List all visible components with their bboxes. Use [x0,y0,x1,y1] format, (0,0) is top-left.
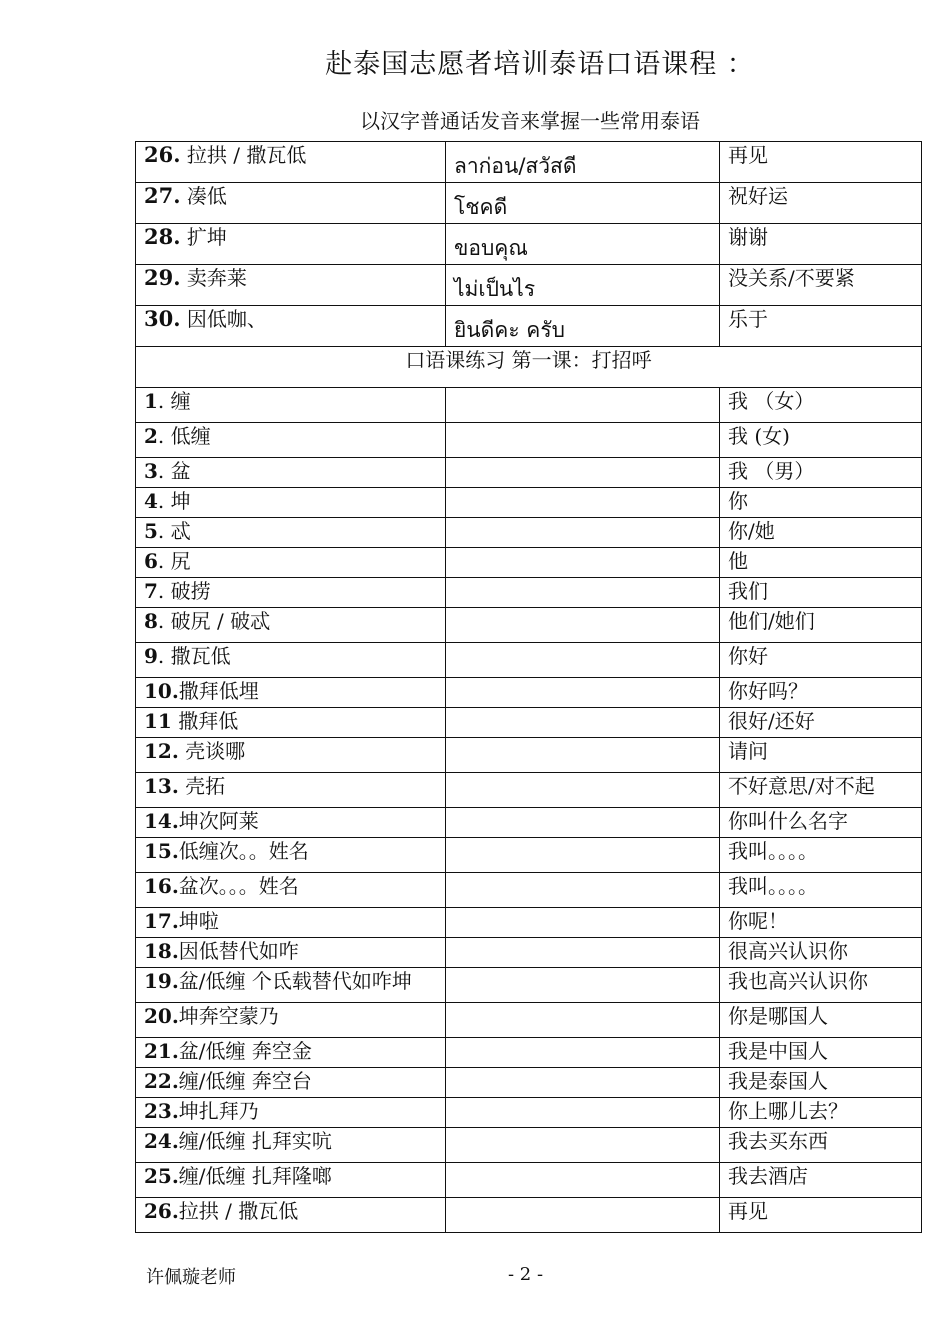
pronunciation-cell [136,1038,446,1068]
meaning-text: 你好 [720,643,922,678]
pronunciation-cell [136,1163,446,1198]
table-row [136,578,922,608]
footer-teacher: 许佩璇老师 [146,1267,236,1288]
meaning-text: 你是哪国人 [720,1003,922,1038]
row-number: 9 [144,644,158,668]
table-row [136,678,922,708]
meaning-text: 很高兴认识你 [720,938,922,968]
pronunciation-cell [136,1003,446,1038]
pronunciation-cell [136,708,446,738]
page-subtitle: 以汉字普通话发音来掌握一些常用泰语 [360,109,700,133]
table-row [136,306,922,347]
row-number: 12. [144,739,179,763]
table-row [136,1163,922,1198]
row-number: 29. [144,265,181,290]
page-title: 赴泰国志愿者培训泰语口语课程 ： [325,49,755,80]
table-row [136,142,922,183]
pronunciation-cell [136,643,446,678]
pronunciation-cell [136,578,446,608]
meaning-text: 他们/她们 [720,608,922,643]
meaning-text: 再见 [720,142,922,183]
pronunciation-cell [136,265,446,306]
table-row [136,1128,922,1163]
row-number: 23. [144,1099,179,1123]
row-number: 21. [144,1039,179,1063]
table-row [136,738,922,773]
table-row [136,183,922,224]
page-number: - 2 - [508,1264,544,1285]
table-row [136,265,922,306]
meaning-text: 我是中国人 [720,1038,922,1068]
row-number: 13. [144,774,179,798]
row-number: 20. [144,1004,179,1028]
row-number: 4 [144,489,158,513]
pronunciation-cell [136,738,446,773]
meaning-text: 没关系/不要紧 [720,265,922,306]
pronunciation-cell [136,142,446,183]
row-number: 2 [144,424,158,448]
thai-text-empty [446,873,720,908]
thai-text-empty [446,643,720,678]
meaning-text: 你呢！ [720,908,922,938]
table-row [136,388,922,423]
row-number: 18. [144,939,179,963]
pronunciation-text: 壳拓 [178,774,226,798]
pronunciation-text: . 尻 [157,549,191,573]
pronunciation-cell [136,458,446,488]
table-row [136,608,922,643]
meaning-text: 我叫。。。。 [720,873,922,908]
pronunciation-cell [136,488,446,518]
row-number: 25. [144,1164,179,1188]
row-number: 27. [144,183,181,208]
thai-text-empty [446,578,720,608]
table-row [136,458,922,488]
thai-text: ขอบคุณ [446,224,720,265]
pronunciation-text: 坤扎拜乃 [178,1099,259,1123]
pronunciation-cell [136,548,446,578]
thai-text-empty [446,423,720,458]
pronunciation-text: 坤次阿莱 [178,809,259,833]
table-row [136,518,922,548]
table-row [136,1198,922,1233]
pronunciation-cell [136,873,446,908]
table-row [136,1068,922,1098]
table-row [136,643,922,678]
row-number: 22. [144,1069,179,1093]
pronunciation-text: 撒拜低 [171,709,239,733]
meaning-text: 我 （女） [720,388,922,423]
meaning-text: 乐于 [720,306,922,347]
pronunciation-cell [136,423,446,458]
row-number: 7 [144,579,158,603]
pronunciation-cell [136,224,446,265]
pronunciation-cell [136,773,446,808]
table-row [136,968,922,1003]
pronunciation-cell [136,1198,446,1233]
pronunciation-text: 盆/低缠 奔空金 [178,1039,312,1063]
meaning-text: 再见 [720,1198,922,1233]
thai-text: ยินดีคะ ครับ [446,306,720,347]
thai-text-empty [446,938,720,968]
thai-text-empty [446,608,720,643]
table-row [136,773,922,808]
thai-text-empty [446,488,720,518]
meaning-text: 我是泰国人 [720,1068,922,1098]
table-row [136,938,922,968]
thai-text-empty [446,908,720,938]
meaning-text: 我去买东西 [720,1128,922,1163]
thai-text-empty [446,738,720,773]
pronunciation-cell [136,678,446,708]
row-number: 16. [144,874,179,898]
pronunciation-text: 凑低 [186,184,227,208]
pronunciation-cell [136,808,446,838]
meaning-text: 我去酒店 [720,1163,922,1198]
meaning-text: 我也高兴认识你 [720,968,922,1003]
pronunciation-text: 缠/低缠 扎拜实吭 [178,1129,332,1153]
thai-text-empty [446,1198,720,1233]
meaning-text: 谢谢 [720,224,922,265]
row-number: 19. [144,969,179,993]
pronunciation-text: . 低缠 [157,424,211,448]
row-number: 28. [144,224,181,249]
row-number: 8 [144,609,158,633]
pronunciation-text: 撒拜低埋 [178,679,259,703]
thai-text-empty [446,1038,720,1068]
thai-text-empty [446,678,720,708]
row-number: 1 [144,389,158,413]
row-number: 3 [144,459,158,483]
pronunciation-text: 低缠次。。姓名 [178,839,309,863]
thai-text-empty [446,708,720,738]
pronunciation-text: 缠/低缠 扎拜隆啷 [178,1164,332,1188]
table-row [136,423,922,458]
pronunciation-cell [136,968,446,1003]
meaning-text: 祝好运 [720,183,922,224]
pronunciation-text: 因低咖、 [186,307,267,331]
row-number: 6 [144,549,158,573]
pronunciation-cell [136,838,446,873]
row-number: 5 [144,519,158,543]
meaning-text: 你上哪儿去？ [720,1098,922,1128]
vocab-table [135,141,922,347]
pronunciation-cell [136,608,446,643]
row-number: 26. [144,142,181,167]
pronunciation-cell [136,1128,446,1163]
pronunciation-cell [136,518,446,548]
pronunciation-text: 扩坤 [186,225,227,249]
thai-text-empty [446,1163,720,1198]
table-row [136,1098,922,1128]
pronunciation-text: . 撒瓦低 [157,644,231,668]
thai-text-empty [446,458,720,488]
thai-text-empty [446,1128,720,1163]
thai-text-empty [446,1068,720,1098]
table-row [136,838,922,873]
meaning-text: 请问 [720,738,922,773]
thai-text: ลาก่อน/สวัสดี [446,142,720,183]
meaning-text: 你叫什么名字 [720,808,922,838]
thai-text-empty [446,808,720,838]
thai-text-empty [446,1003,720,1038]
pronunciation-text: 拉拱 / 撒瓦低 [186,143,307,167]
pronunciation-cell [136,908,446,938]
table-row [136,548,922,578]
row-number: 24. [144,1129,179,1153]
pronunciation-text: 坤奔空蒙乃 [178,1004,279,1028]
pronunciation-cell [136,1068,446,1098]
row-number: 26. [144,1199,179,1223]
pronunciation-text: . 破尻 / 破忒 [157,609,271,633]
pronunciation-cell [136,388,446,423]
row-number: 15. [144,839,179,863]
thai-text-empty [446,388,720,423]
table-row [136,873,922,908]
pronunciation-text: 盆次。。。姓名 [178,874,299,898]
thai-text-empty [446,518,720,548]
row-number: 30. [144,306,181,331]
table-row [136,1003,922,1038]
pronunciation-cell [136,306,446,347]
pronunciation-text: . 破捞 [157,579,211,603]
meaning-text: 我 (女) [720,423,922,458]
meaning-text: 很好/还好 [720,708,922,738]
pronunciation-text: . 缠 [157,389,191,413]
table-row [136,488,922,518]
pronunciation-text: . 坤 [157,489,191,513]
meaning-text: 你/她 [720,518,922,548]
row-number: 10. [144,679,179,703]
table-row [136,908,922,938]
pronunciation-cell [136,1098,446,1128]
pronunciation-text: 拉拱 / 撒瓦低 [178,1199,299,1223]
table-row [136,808,922,838]
pronunciation-text: . 忒 [157,519,191,543]
row-number: 14. [144,809,179,833]
pronunciation-cell [136,183,446,224]
meaning-text: 他 [720,548,922,578]
table-row [136,224,922,265]
meaning-text: 你 [720,488,922,518]
thai-text-empty [446,838,720,873]
table-row [136,708,922,738]
pronunciation-text: 因低替代如咋 [178,939,299,963]
pronunciation-text: 坤啦 [178,909,219,933]
pronunciation-text: 缠/低缠 奔空台 [178,1069,312,1093]
thai-text-empty [446,548,720,578]
pronunciation-cell [136,938,446,968]
pronunciation-text: 壳谈哪 [178,739,246,763]
row-number: 11 [144,709,172,733]
row-number: 17. [144,909,179,933]
pronunciation-text: . 盆 [157,459,191,483]
meaning-text: 我们 [720,578,922,608]
meaning-text: 你好吗？ [720,678,922,708]
thai-text-empty [446,1098,720,1128]
thai-text: โชคดี [446,183,720,224]
lesson-table [135,346,922,1233]
meaning-text: 不好意思/对不起 [720,773,922,808]
meaning-text: 我 （男） [720,458,922,488]
pronunciation-text: 盆/低缠 个氐载替代如咋坤 [178,969,412,993]
meaning-text: 我叫。。。。 [720,838,922,873]
thai-text-empty [446,773,720,808]
pronunciation-text: 卖奔莱 [186,266,247,290]
thai-text: ไม่เป็นไร [446,265,720,306]
table-row [136,1038,922,1068]
lesson-heading-row [136,347,922,388]
lesson-heading: 口语课练习 第一课：打招呼 [136,347,922,388]
thai-text-empty [446,968,720,1003]
